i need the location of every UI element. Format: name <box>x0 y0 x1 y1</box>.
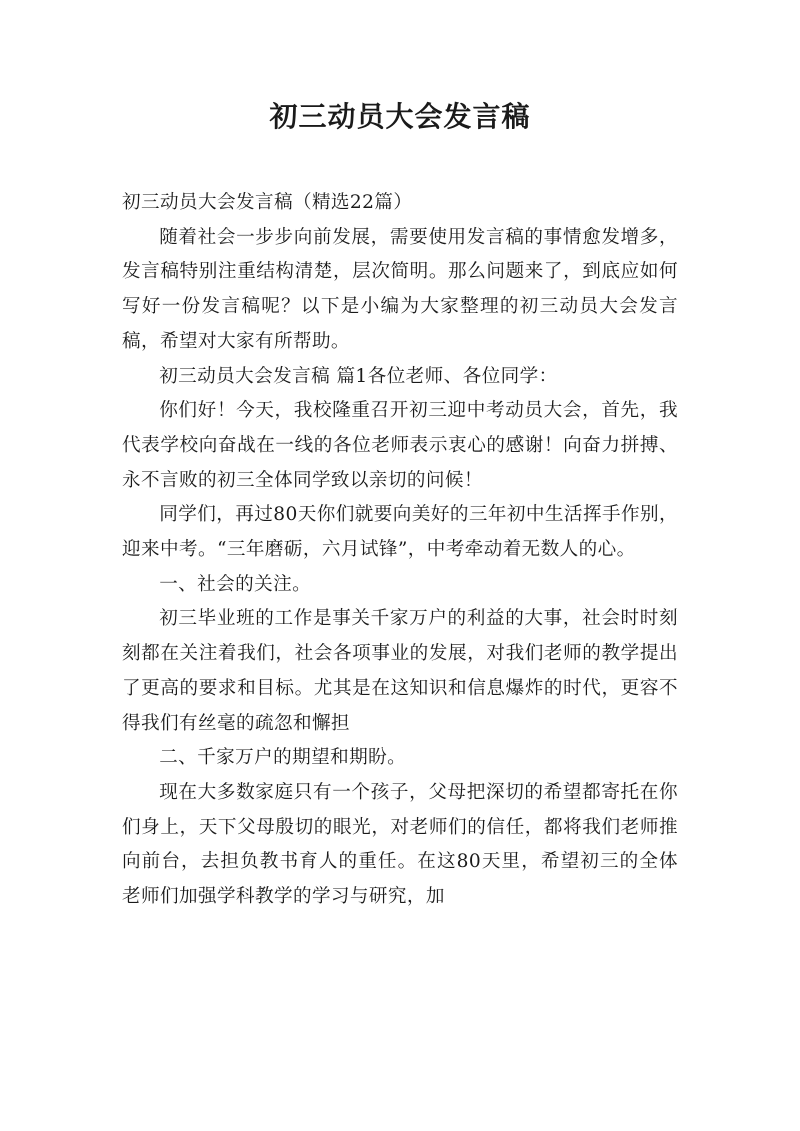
paragraph-intro: 随着社会一步步向前发展，需要使用发言稿的事情愈发增多，发言稿特别注重结构清楚，层次简明。那么问题来了，到底应如何写好一份发言稿呢？以下是小编为大家整理的初三动员大会发言稿，希望对大家有所帮助。 <box>122 226 678 352</box>
paragraph-heading: 初三动员大会发言稿（精选22篇） <box>122 192 413 213</box>
paragraph-subheading-2: 二、千家万户的期望和期盼。 <box>159 747 407 769</box>
document-title: 初三动员大会发言稿 <box>269 100 531 133</box>
paragraph-society: 初三毕业班的工作是事关千家万户的利益的大事，社会时时刻刻都在关注着我们，社会各项事业的发展，对我们老师的教学提出了更高的要求和目标。尤其是在这知识和信息爆炸的时代，更容不得我们有丝毫的疏忽和懈担 <box>122 608 678 734</box>
paragraph-welcome: 你们好！今天，我校隆重召开初三迎中考动员大会，首先，我代表学校向奋战在一线的各位老师表示衷心的感谢！向奋力拼搏、永不言败的初三全体同学致以亲切的问候！ <box>122 400 678 491</box>
paragraph-section-1-greeting: 初三动员大会发言稿 篇1各位老师、各位同学： <box>159 365 558 387</box>
paragraph-subheading-1: 一、社会的关注。 <box>159 573 312 595</box>
paragraph-families: 现在大多数家庭只有一个孩子，父母把深切的希望都寄托在你们身上，天下父母殷切的眼光，对老师们的信任，都将我们老师推向前台，去担负教书育人的重任。在这80天里，希望初三的全体老师们加强学科教学的学习与研究，加 <box>122 781 678 908</box>
document-body <box>122 186 678 915</box>
paragraph-countdown: 同学们，再过80天你们就要向美好的三年初中生活挥手作别，迎来中考。“三年磨砺，六月试锋”，中考牵动着无数人的心。 <box>122 504 678 561</box>
